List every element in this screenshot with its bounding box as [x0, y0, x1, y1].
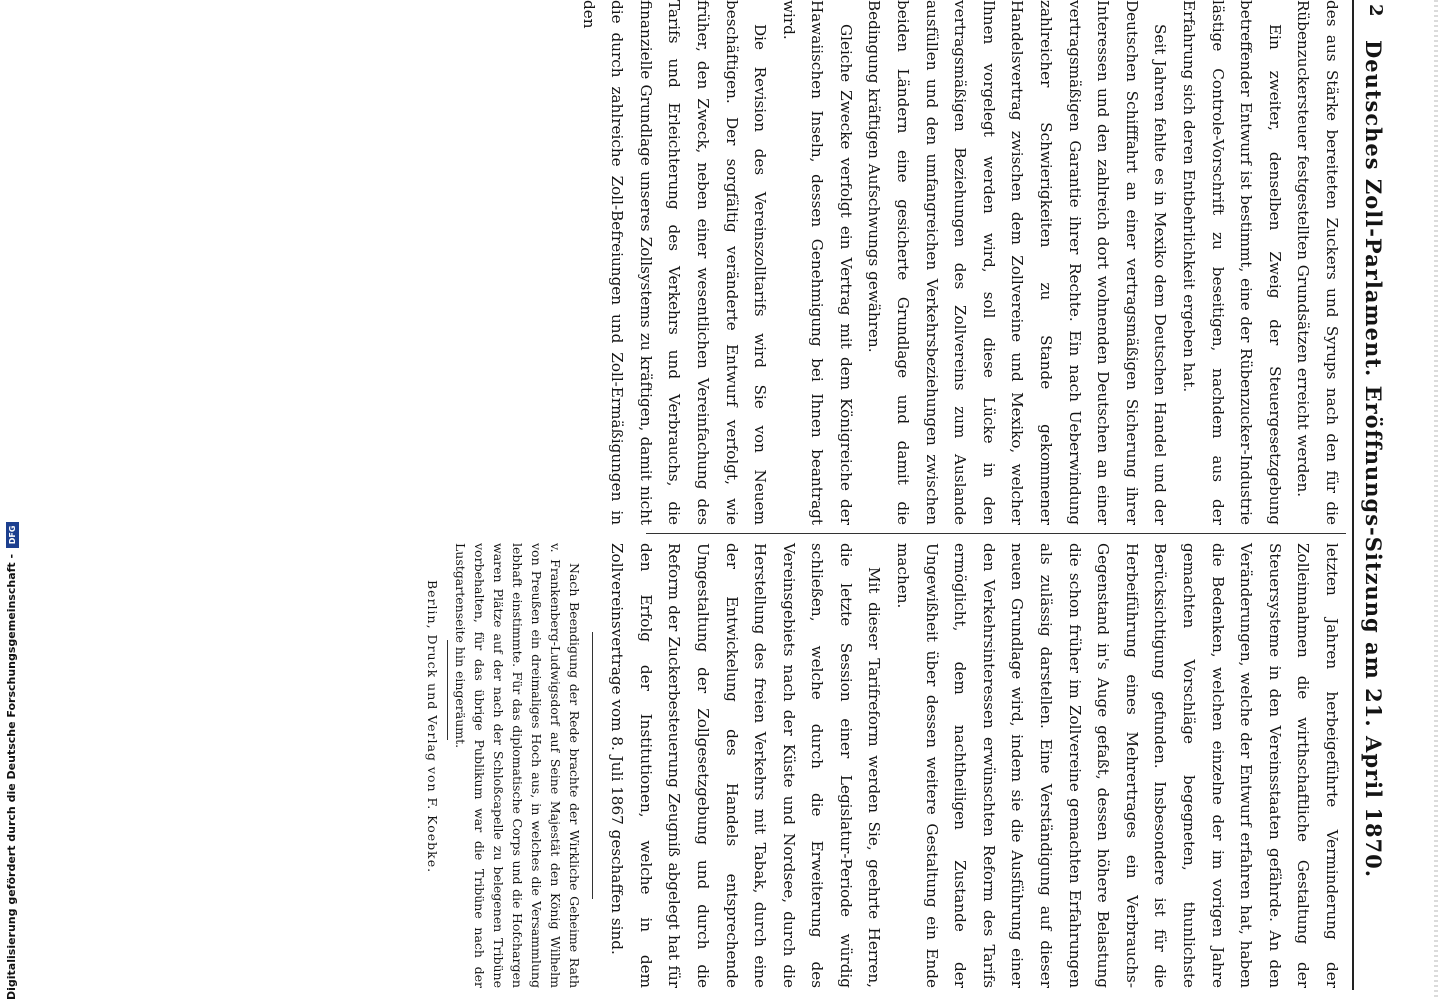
left-paragraph-1: des aus Stärke bereiteten Zuckers und Syrups nach den für die Rübenzuckersteuer festgestellten Grundsätzen erreicht werden.	[1294, 0, 1341, 525]
page-header	[1352, 0, 1388, 980]
left-paragraph-3: Seit Jahren fehlte es in Mexiko dem Deutschen Handel und der Deutschen Schifffahrt an einer vertragsmäßigen Sicherung ihrer Interessen und den zahlreich dort wohnenden Deutschen an einer vertragsmäßigen Garantie ihrer Rechte. Ein nach Ueberwindung zahlreicher Schwierigkeiten zu Stande gekommener Handelsvertrag zwischen dem Zollvereine und Mexiko, welcher Ihnen vorgelegt werden wird, soll diese Lücke in den vertragsmäßigen Beziehungen des Zollvereins zum Auslande ausfüllen und den umfangreichen Verkehrsbeziehungen zwischen beiden Ländern eine gesicherte Grundlage und damit die Bedingung kräftigen Aufschwungs gewähren.	[865, 0, 1170, 525]
left-paragraph-5: Die Revision des Vereinszolltarifs wird Sie von Neuem beschäftigen. Der sorgfältig veränderte Entwurf verfolgt, wie früher, den Zweck, neben einer wesentlichen Vereinfachung des Tarifs und Erleichterung des Verkehrs und Verbrauchs, die finanzielle Grundlage unseres Zollsystems zu kräftigen, damit nicht die durch zahlreiche Zoll-Befreiungen und Zoll-Ermäßigungen in den	[579, 0, 770, 525]
left-paragraph-2: Ein zweiter, denselben Zweig der Steuergesetzgebung betreffender Entwurf ist bestimmt, eine der Rübenzucker-Industrie lästige Controle-Vorschrift zu beseitigen, nachdem aus der Erfahrung sich deren Entbehrlichkeit ergeben hat.	[1180, 0, 1284, 525]
running-head: Deutsches Zoll-Parlament. Eröffnungs-Sitzung am 21. April 1870.	[1361, 40, 1386, 879]
scan-edge-right	[1434, 0, 1438, 1000]
closing-note: Nach Beendigung der Rede brachte der Wirkliche Geheime Rath v. Frankenberg-Ludwigsdorf auf Seine Majestät den König Wilhelm von Preußen ein dreimaliges Hoch aus, in welches die Versammlung lebhaft einstimmte. Für das diplomatische Corps und die Hofchargen waren Plätze auf der nach der Schloßcapelle zu belegenen Tribüne vorbehalten, für das übrige Publikum war die Tribüne nach der Lustgartenseite hin eingeräumt.	[452, 543, 582, 988]
imprint-rule	[447, 640, 448, 740]
digitization-credit-text: Digitalisierung gefördert durch die Deutsche Forschungsgemeinschaft -	[5, 553, 18, 1000]
note-rule	[592, 632, 593, 899]
right-column	[451, 543, 1346, 988]
header-rule	[1352, 0, 1354, 990]
page-number: 2	[1365, 4, 1386, 17]
printer-imprint: Berlin, Druck und Verlag von F. Koebke.	[425, 580, 440, 874]
dfg-logo-icon: DFG	[6, 522, 19, 548]
rotated-page	[388, 0, 1388, 1000]
digitization-credit	[0, 525, 24, 1000]
left-column	[574, 0, 1346, 525]
right-paragraph-2: Mit dieser Tarifreform werden Sie, geehrte Herren, die letzte Session einer Legislatur-Periode würdig schließen, welche durch die Erweiterung des Vereinsgebiets nach der Küste und Nordsee, durch die Herstellung des freien Verkehrs mit Tabak, durch eine der Entwickelung des Handels entsprechende Umgestaltung der Zollgesetzgebung und durch die Reform der Zuckerbesteuerung Zeugniß abgelegt hat für den Erfolg der Institutionen, welche in dem Zollvereinsvertrage vom 8. Juli 1867 geschaffen sind.	[608, 543, 884, 988]
left-paragraph-4: Gleiche Zwecke verfolgt ein Vertrag mit dem Königreiche der Hawaiischen Inseln, dessen Genehmigung bei Ihnen beantragt wird.	[779, 0, 855, 525]
right-paragraph-1: letzten Jahren herbeigeführte Verminderung der Zolleinnahmen die wirthschaftliche Gestaltung der Steuersysteme in den Vereinsstaaten gefährde. An den Veränderungen, welche der Entwurf erfahren hat, haben die Bedenken, welchen einzelne der im vorigen Jahre gemachten Vorschläge begegneten, thunlichste Berücksichtigung gefunden. Insbesondere ist für die Herbeiführung eines Mehrertrages ein Verbrauchs-Gegenstand in's Auge gefaßt, dessen höhere Belastung die schon früher im Zollvereine gemachten Erfahrungen als zulässig darstellen. Eine Verständigung auf dieser neuen Grundlage wird, indem sie die Ausführung einer den Verkehrsinteressen erwünschten Reform des Tarifs ermöglicht, dem nachtheiligen Zustande der Ungewißheit über dessen weitere Gestaltung ein Ende machen.	[894, 543, 1341, 988]
column-divider	[646, 533, 1346, 534]
